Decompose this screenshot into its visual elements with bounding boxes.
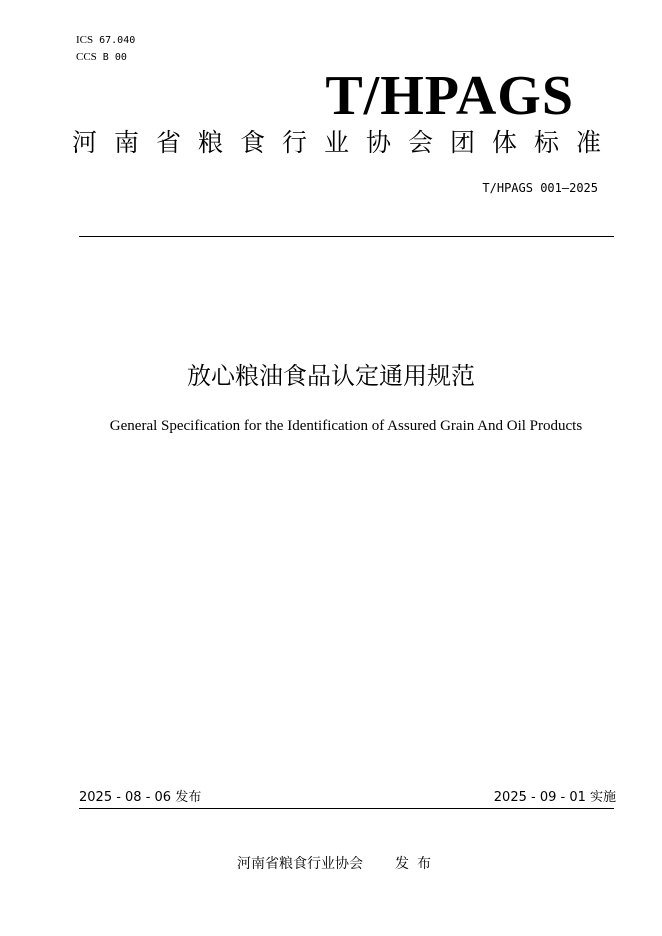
ccs-line	[76, 49, 135, 66]
standard-number: T/HPAGS 001—2025	[482, 181, 598, 195]
publisher-line	[0, 854, 662, 874]
ics-code: 67.040	[99, 35, 136, 46]
ics-label: ICS	[76, 34, 94, 46]
ccs-label: CCS	[76, 51, 97, 63]
ics-line	[76, 32, 135, 49]
bottom-divider	[79, 808, 614, 809]
document-title-chinese: 放心粮油食品认定通用规范	[187, 362, 475, 390]
publish-action: 发布	[395, 856, 439, 872]
top-divider	[79, 236, 614, 237]
org-standard-title: 河南省粮食行业协会团体标准	[72, 128, 619, 157]
document-title-english: General Specification for the Identification of Assured Grain And Oil Products	[109, 418, 583, 434]
implementation-date: 2025 - 09 - 01 实施	[493, 790, 616, 805]
brand-logo-text: T/HPAGS	[325, 65, 574, 127]
classification-block	[76, 32, 135, 66]
ccs-code: B 00	[102, 52, 127, 63]
issue-date: 2025 - 08 - 06 发布	[79, 790, 202, 805]
publisher-name: 河南省粮食行业协会	[237, 856, 363, 872]
